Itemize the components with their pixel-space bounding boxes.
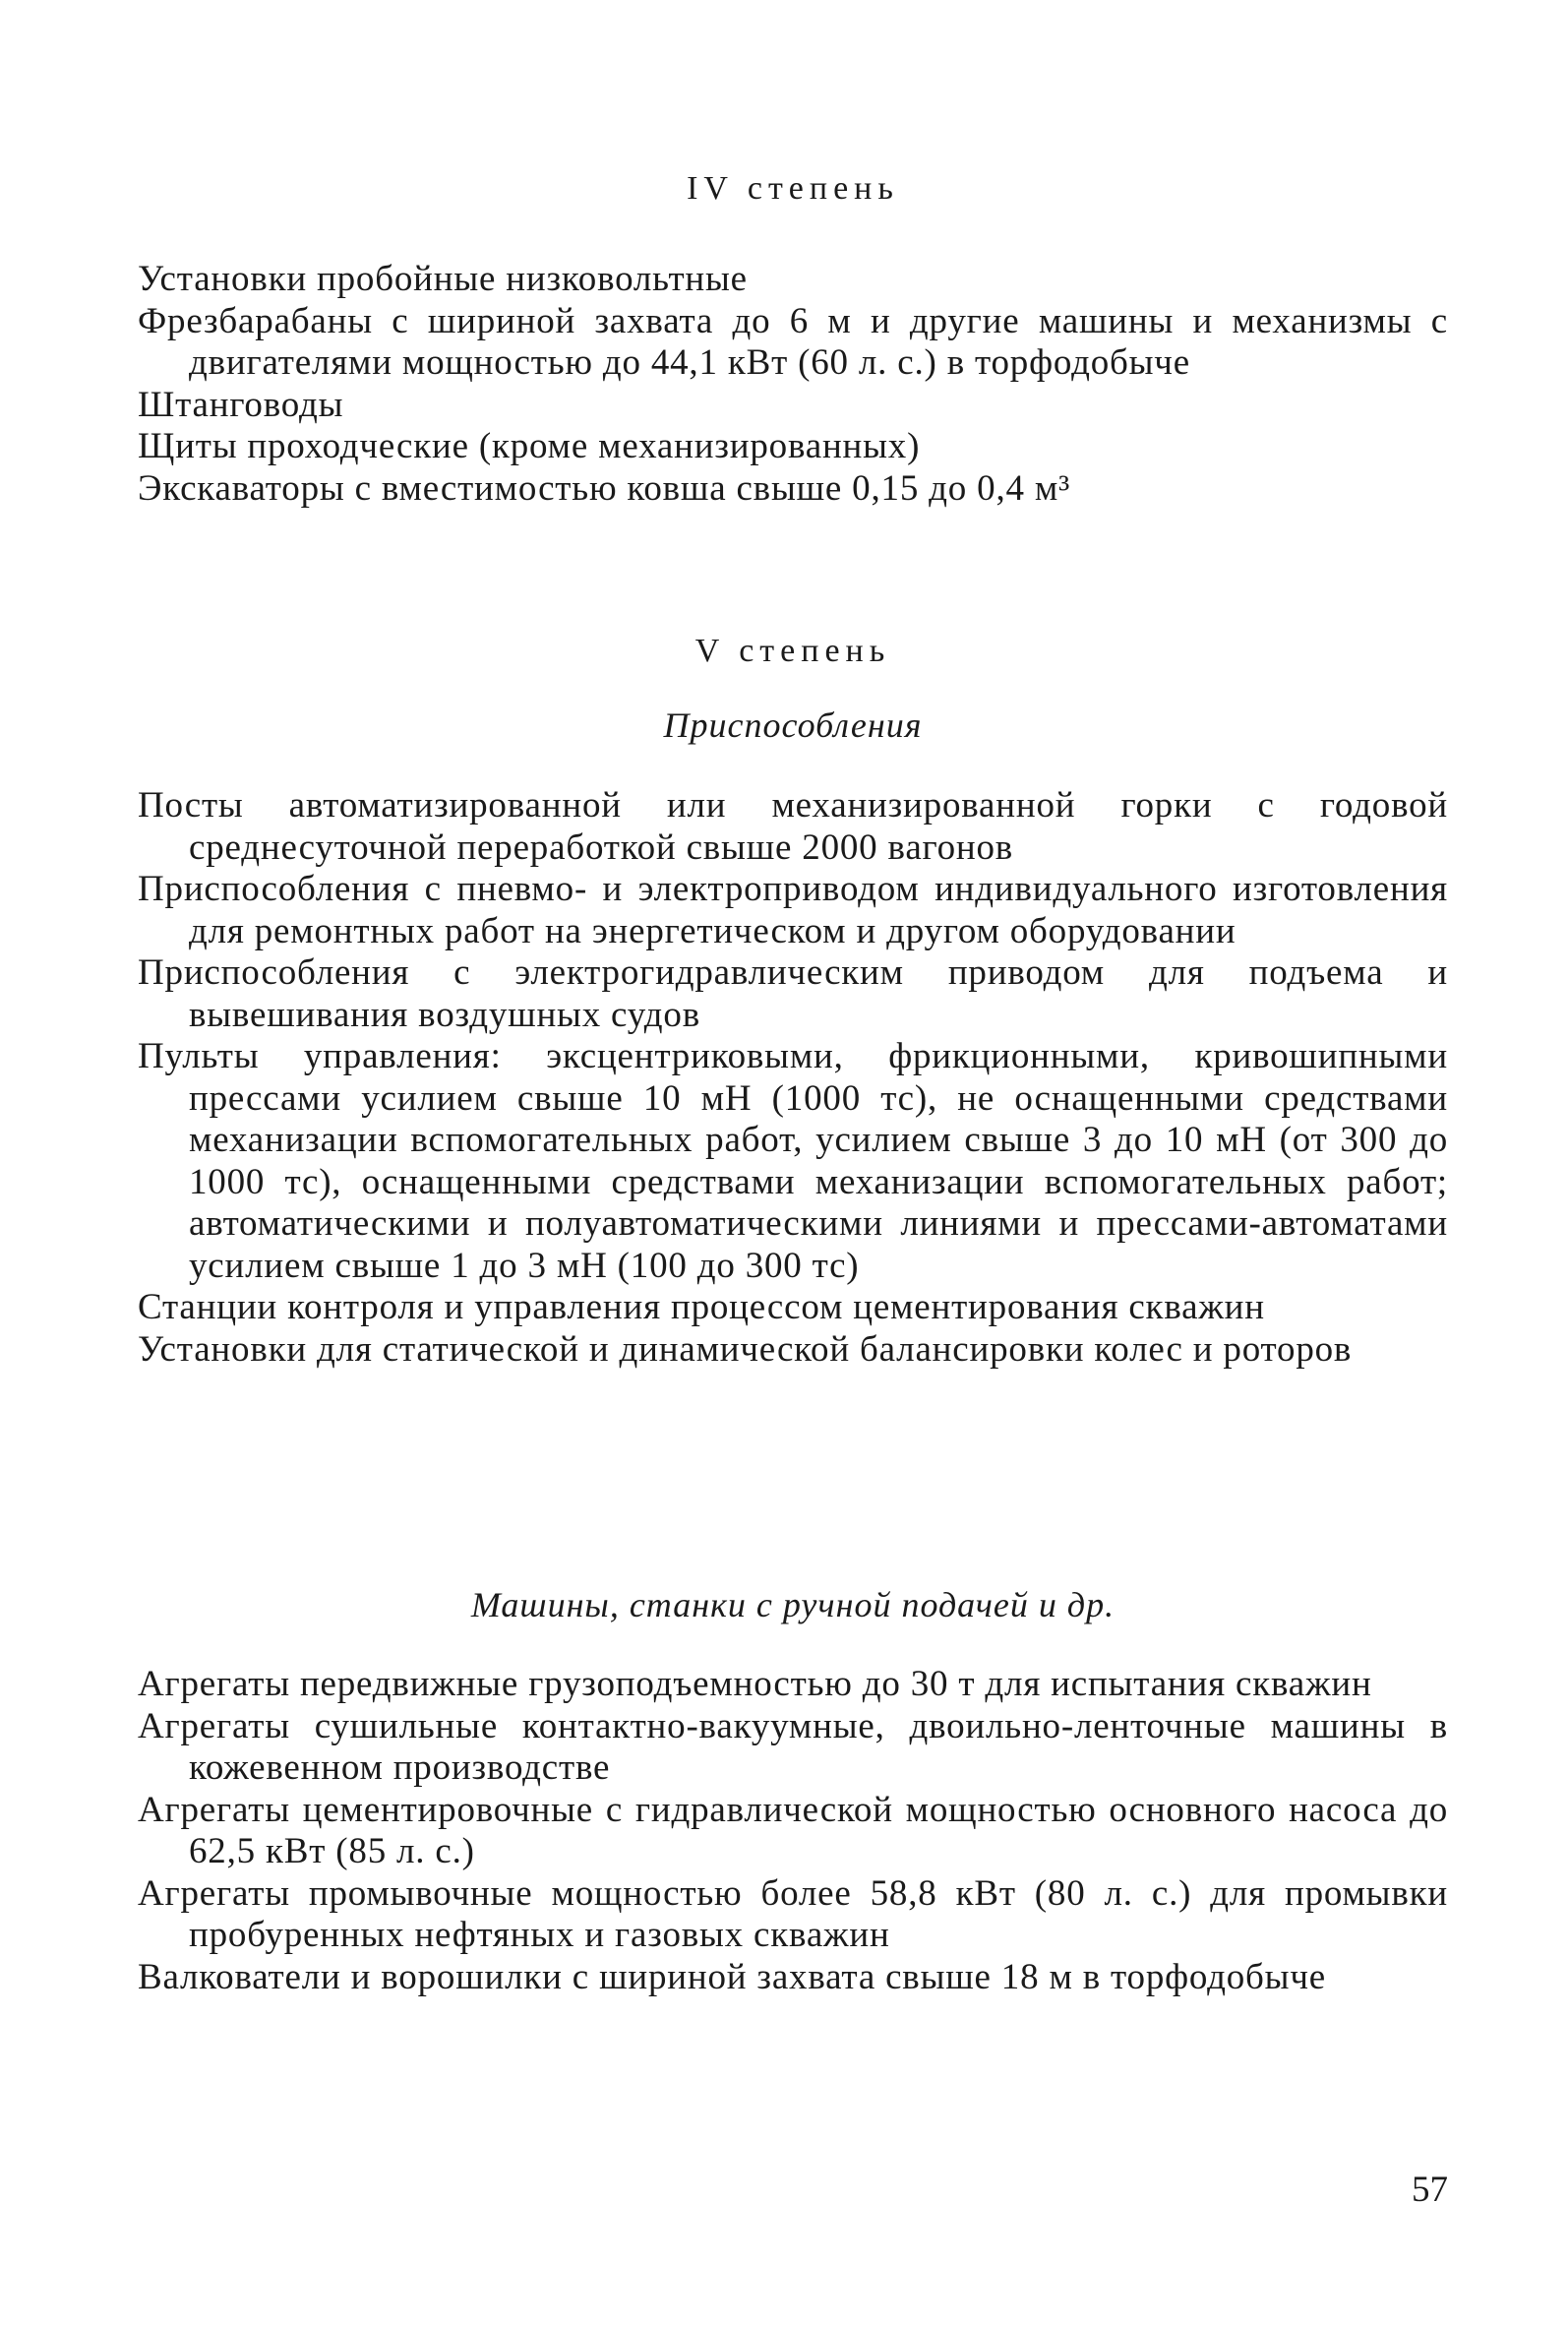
group-1-title: Приспособления (663, 705, 923, 745)
list-item: Валкователи и ворошилки с шириной захвата свыше 18 м в торфодобыче (138, 1956, 1326, 1997)
list-item: Установки для статической и динамической балансировки колес и роторов (138, 1328, 1353, 1370)
list-item: Штанговоды (138, 384, 344, 425)
list-item: Экскаваторы с вместимостью ковша свыше 0,15 до 0,4 м³ (138, 467, 1070, 509)
list-item: Приспособления с пневмо- и электроприводом индивидуального изготовления для ремонтных работ на энергетическом и другом оборудовании (138, 869, 1448, 951)
list-item: Агрегаты сушильные контактно-вакуумные, двоильно-ленточные машины в кожевенном производстве (138, 1705, 1448, 1788)
list-item: Приспособления с электрогидравлическим приводом для подъема и вывешивания воздушных судов (138, 952, 1448, 1035)
list-item: Фрезбарабаны с шириной захвата до 6 м и другие машины и механизмы с двигателями мощностью до 44,1 кВт (60 л. с.) в торфодобыче (138, 300, 1448, 383)
group-1-list (138, 785, 1448, 1371)
group-2-title: Машины, станки с ручной подачей и др. (470, 1585, 1116, 1624)
list-item: Станции контроля и управления процессом цементирования скважин (138, 1287, 1265, 1327)
group-2-list (138, 1664, 1448, 1998)
document-page (138, 0, 1448, 2325)
list-item: Пульты управления: эксцентриковыми, фрикционными, кривошипными прессами усилием свыше 10 мН (1000 тс), не оснащенными средствами механизации вспомогательных работ, усилием свыше 3 до 10 мН (от 300 до 1000 тс), оснащенными средствами механизации вспомогательных работ; автоматическими и полуавтоматическими линиями и прессами-автоматами усилием свыше 1 до 3 мН (100 до 300 тс) (138, 1036, 1448, 1286)
section-iv-heading: IV степень (687, 170, 899, 207)
section-v-heading: V степень (694, 633, 891, 669)
page-number: 57 (1412, 2170, 1448, 2210)
list-item: Агрегаты передвижные грузоподъемностью до 30 т для испытания скважин (138, 1664, 1372, 1704)
list-item: Щиты проходческие (кроме механизированных) (138, 426, 921, 466)
list-item: Посты автоматизированной или механизированной горки с годовой среднесуточной переработкой свыше 2000 вагонов (138, 785, 1448, 868)
list-item: Установки пробойные низковольтные (138, 259, 748, 299)
list-item: Агрегаты цементировочные с гидравлической мощностью основного насоса до 62,5 кВт (85 л. с.) (138, 1789, 1448, 1871)
section-iv-list (138, 259, 1448, 510)
list-item: Агрегаты промывочные мощностью более 58,8 кВт (80 л. с.) для промывки пробуренных нефтяных и газовых скважин (138, 1872, 1448, 1955)
